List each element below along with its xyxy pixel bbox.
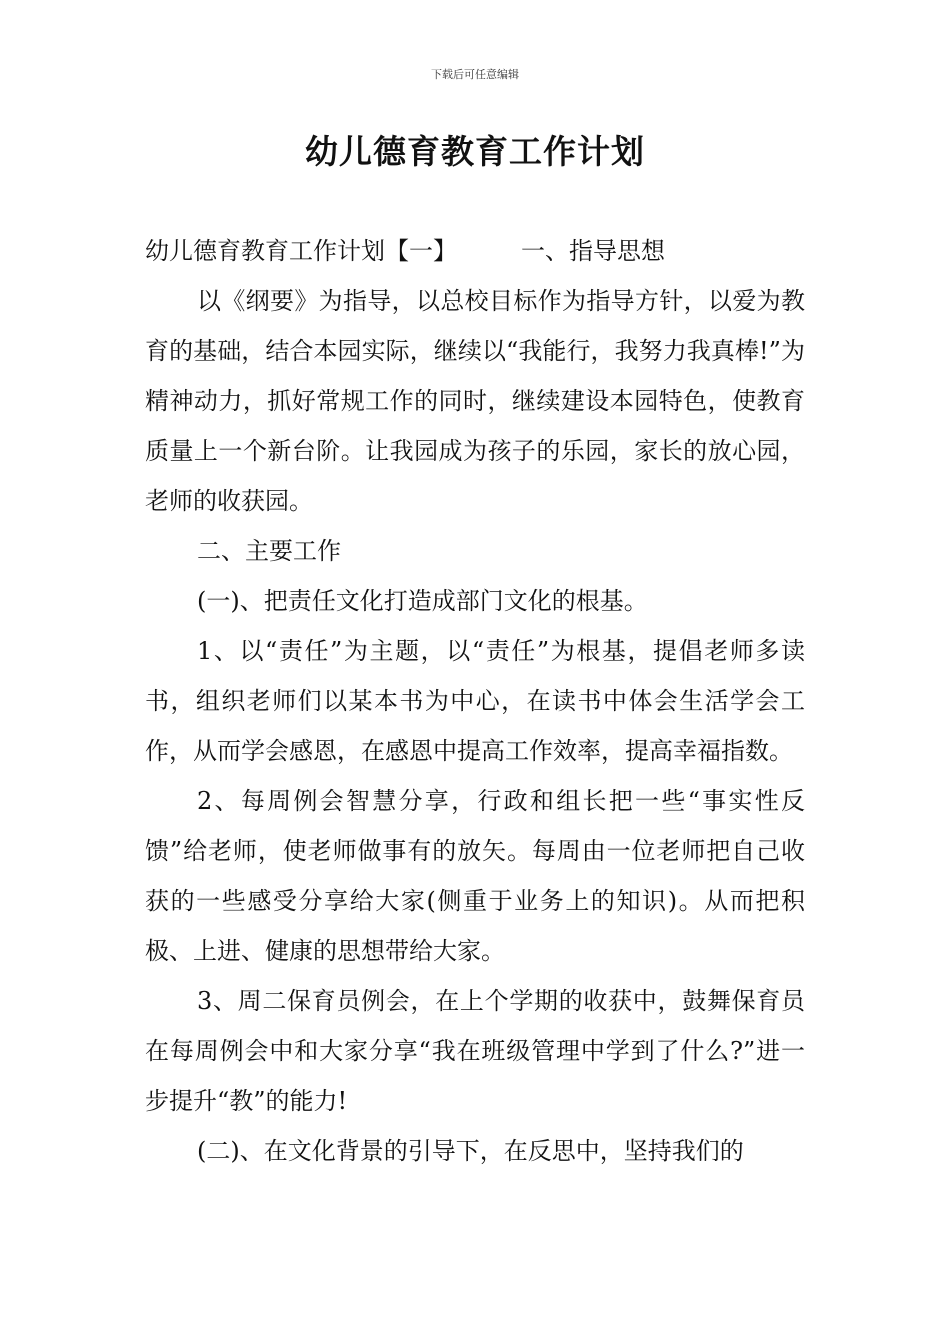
intro-line: [145, 226, 805, 276]
section-2-heading: 二、主要工作: [197, 537, 341, 565]
subsection-2-heading: (二)、在文化背景的引导下，在反思中，坚持我们的: [197, 1137, 744, 1165]
paragraph-item-1: 1、以“责任”为主题，以“责任”为根基，提倡老师多读书，组织老师们以某本书为中心，在读书中体会生活学会工作，从而学会感恩，在感恩中提高工作效率，提高幸福指数。: [145, 637, 805, 765]
document-body: [145, 226, 805, 1176]
paragraph-item-3: 3、周二保育员例会，在上个学期的收获中，鼓舞保育员在每周例会中和大家分享“我在班级管理中学到了什么?”进一步提升“教”的能力!: [145, 987, 805, 1115]
subsection-1-heading: (一)、把责任文化打造成部门文化的根基。: [197, 587, 648, 615]
document-title: 幼儿德育教育工作计划: [305, 132, 645, 171]
intro-heading: 幼儿德育教育工作计划【一】: [145, 237, 457, 265]
header-note: 下载后可任意编辑: [431, 68, 519, 81]
paragraph-item-2: 2、每周例会智慧分享，行政和组长把一些“事实性反馈”给老师，使老师做事有的放矢。每周由一位老师把自己收获的一些感受分享给大家(侧重于业务上的知识)。从而把积极、上进、健康的思想带给大家。: [145, 787, 805, 965]
paragraph-guiding-thought: 以《纲要》为指导，以总校目标作为指导方针，以爱为教育的基础，结合本园实际，继续以“我能行，我努力我真棒!”为精神动力，抓好常规工作的同时，继续建设本园特色，使教育质量上一个新台阶。让我园成为孩子的乐园，家长的放心园，老师的收获园。: [145, 287, 805, 515]
section-1-heading: 一、指导思想: [521, 237, 665, 265]
